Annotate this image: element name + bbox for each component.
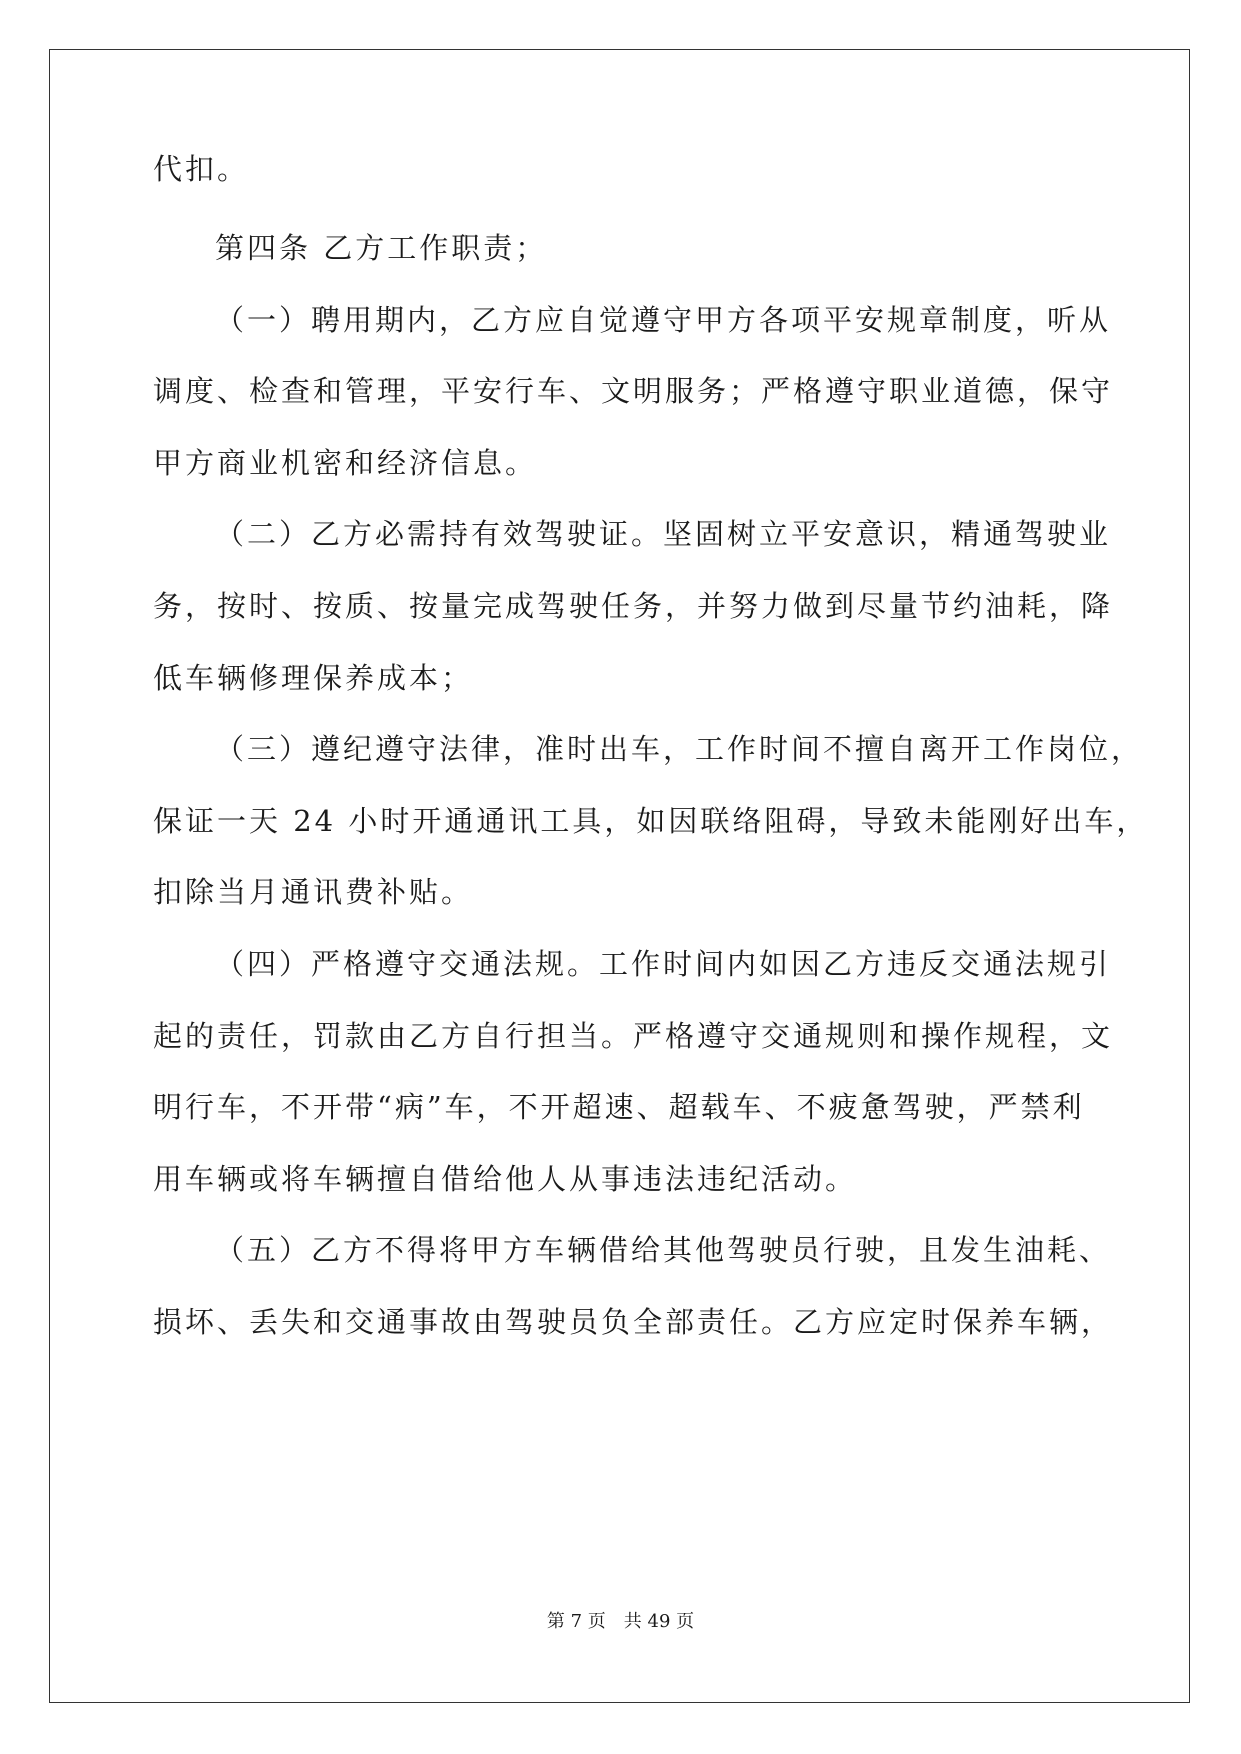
text-line: 甲方商业机密和经济信息。	[153, 446, 538, 480]
text-line: 用车辆或将车辆擅自借给他人从事违法违纪活动。	[153, 1162, 858, 1196]
text-line: 保证一天 24 小时开通通讯工具，如因联络阻碍，导致未能刚好出车，	[153, 804, 1149, 838]
text-line: （四）严格遵守交通法规。工作时间内如因乙方违反交通法规引	[215, 947, 1112, 981]
text-line: 损坏、丢失和交通事故由驾驶员负全部责任。乙方应定时保养车辆，	[153, 1305, 1114, 1339]
text-line: 扣除当月通讯费补贴。	[153, 875, 474, 909]
text-line: 调度、检查和管理，平安行车、文明服务；严格遵守职业道德，保守	[153, 374, 1114, 408]
article-heading: 第四条 乙方工作职责；	[215, 231, 548, 265]
text-line: （一）聘用期内，乙方应自觉遵守甲方各项平安规章制度，听从	[215, 303, 1112, 337]
total-pages: 共 49 页	[623, 1611, 695, 1632]
text-line: （三）遵纪遵守法律，准时出车，工作时间不擅自离开工作岗位，	[215, 732, 1144, 766]
text-line: 明行车，不开带“病”车，不开超速、超载车、不疲惫驾驶，严禁利	[153, 1090, 1085, 1124]
text-line: （二）乙方必需持有效驾驶证。坚固树立平安意识，精通驾驶业	[215, 517, 1112, 551]
text-line: 务，按时、按质、按量完成驾驶任务，并努力做到尽量节约油耗，降	[153, 589, 1114, 623]
text-line: 起的责任，罚款由乙方自行担当。严格遵守交通规则和操作规程，文	[153, 1019, 1114, 1053]
current-page-number: 第 7 页	[546, 1611, 606, 1632]
text-line: （五）乙方不得将甲方车辆借给其他驾驶员行驶，且发生油耗、	[215, 1233, 1112, 1267]
text-line: 代扣。	[153, 152, 250, 186]
text-line: 低车辆修理保养成本；	[153, 661, 474, 695]
page-footer	[0, 1610, 1241, 1634]
